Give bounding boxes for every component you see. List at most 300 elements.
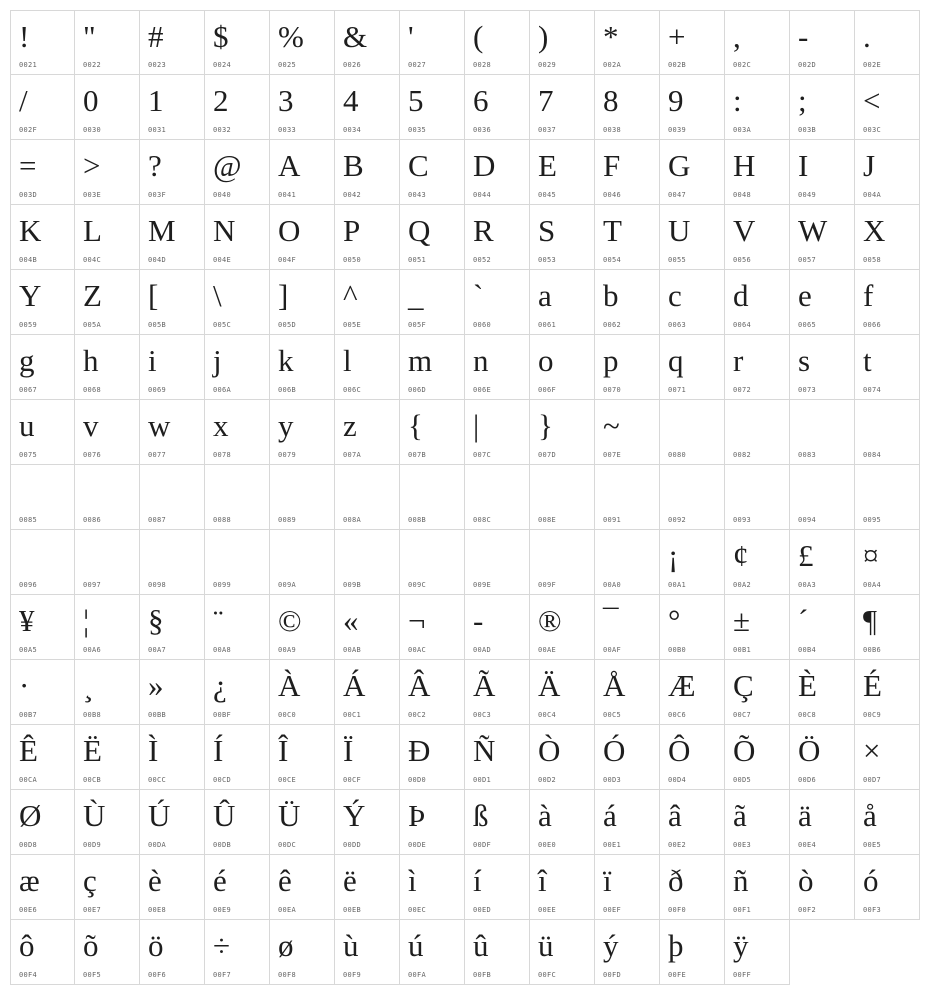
glyph-character: Ý	[343, 798, 366, 833]
glyph-cell	[270, 855, 335, 920]
glyph-character: â	[668, 798, 682, 833]
glyph-cell	[465, 400, 530, 465]
glyph-codepoint: 0098	[148, 581, 167, 589]
glyph-character: P	[343, 213, 361, 248]
glyph-codepoint: 00D0	[408, 776, 427, 784]
glyph-character: q	[668, 343, 684, 378]
glyph-character: n	[473, 343, 489, 378]
glyph-cell	[140, 205, 205, 270]
glyph-codepoint: 0082	[733, 451, 752, 459]
glyph-codepoint: 005B	[148, 321, 167, 329]
glyph-codepoint: 00EE	[538, 906, 557, 914]
glyph-cell	[75, 335, 140, 400]
glyph-codepoint: 003F	[148, 191, 167, 199]
glyph-codepoint: 00AF	[603, 646, 622, 654]
glyph-codepoint: 00E9	[213, 906, 232, 914]
glyph-character: §	[148, 603, 164, 638]
glyph-cell	[660, 855, 725, 920]
glyph-codepoint: 0088	[213, 516, 232, 524]
glyph-cell	[530, 75, 595, 140]
glyph-cell	[530, 335, 595, 400]
glyph-character: Ü	[278, 798, 301, 833]
glyph-cell	[205, 10, 270, 75]
glyph-cell	[335, 400, 400, 465]
glyph-codepoint: 0060	[473, 321, 492, 329]
glyph-codepoint: 00B8	[83, 711, 102, 719]
glyph-character: Ö	[798, 733, 821, 768]
glyph-codepoint: 00F3	[863, 906, 882, 914]
glyph-cell	[660, 790, 725, 855]
glyph-codepoint: 00A0	[603, 581, 622, 589]
glyph-cell	[660, 140, 725, 205]
glyph-codepoint: 00F0	[668, 906, 687, 914]
glyph-cell	[335, 140, 400, 205]
glyph-codepoint: 00F2	[798, 906, 817, 914]
glyph-cell	[10, 790, 75, 855]
glyph-cell	[270, 205, 335, 270]
glyph-codepoint: 0087	[148, 516, 167, 524]
glyph-cell	[205, 465, 270, 530]
glyph-character: +	[668, 19, 686, 54]
glyph-codepoint: 0028	[473, 61, 492, 69]
glyph-codepoint: 005C	[213, 321, 232, 329]
glyph-character: 9	[668, 83, 684, 118]
glyph-character: Ë	[83, 733, 102, 768]
glyph-character: t	[863, 343, 872, 378]
glyph-character: ®	[538, 603, 562, 638]
glyph-codepoint: 009B	[343, 581, 362, 589]
glyph-cell	[660, 10, 725, 75]
glyph-cell	[335, 270, 400, 335]
glyph-cell	[465, 10, 530, 75]
glyph-character: ]	[278, 278, 289, 313]
glyph-character: E	[538, 148, 557, 183]
glyph-row	[10, 660, 920, 725]
glyph-cell	[205, 725, 270, 790]
glyph-character: @	[213, 148, 242, 183]
glyph-codepoint: 0097	[83, 581, 102, 589]
glyph-codepoint: 00C6	[668, 711, 687, 719]
glyph-cell	[140, 855, 205, 920]
glyph-character: W	[798, 213, 828, 248]
glyph-codepoint: 003C	[863, 126, 882, 134]
glyph-codepoint: 005E	[343, 321, 362, 329]
glyph-codepoint: 00A4	[863, 581, 882, 589]
glyph-cell	[140, 335, 205, 400]
glyph-cell	[75, 595, 140, 660]
glyph-cell	[10, 400, 75, 465]
glyph-cell	[205, 855, 270, 920]
glyph-character: Ç	[733, 668, 754, 703]
glyph-codepoint: 00E3	[733, 841, 752, 849]
glyph-cell	[10, 530, 75, 595]
glyph-cell	[270, 465, 335, 530]
glyph-cell	[660, 335, 725, 400]
glyph-character: è	[148, 863, 162, 898]
glyph-cell	[530, 270, 595, 335]
glyph-cell	[725, 725, 790, 790]
glyph-codepoint: 00DF	[473, 841, 492, 849]
glyph-character: p	[603, 343, 619, 378]
glyph-character: Ð	[408, 733, 431, 768]
glyph-cell	[660, 465, 725, 530]
glyph-codepoint: 00F8	[278, 971, 297, 979]
glyph-cell	[335, 920, 400, 985]
glyph-cell	[335, 660, 400, 725]
glyph-codepoint: 0067	[19, 386, 38, 394]
glyph-row	[10, 400, 920, 465]
glyph-cell	[725, 855, 790, 920]
glyph-codepoint: 006C	[343, 386, 362, 394]
glyph-row	[10, 270, 920, 335]
glyph-codepoint: 00E8	[148, 906, 167, 914]
glyph-character: á	[603, 798, 617, 833]
glyph-cell	[595, 400, 660, 465]
glyph-cell	[400, 855, 465, 920]
glyph-codepoint: 00E0	[538, 841, 557, 849]
glyph-cell	[205, 400, 270, 465]
glyph-row	[10, 530, 920, 595]
glyph-codepoint: 0071	[668, 386, 687, 394]
glyph-character: o	[538, 343, 554, 378]
glyph-codepoint: 0037	[538, 126, 557, 134]
glyph-codepoint: 004E	[213, 256, 232, 264]
glyph-codepoint: 0058	[863, 256, 882, 264]
glyph-character: 0	[83, 83, 99, 118]
glyph-cell	[400, 140, 465, 205]
glyph-codepoint: 00AC	[408, 646, 427, 654]
glyph-codepoint: 0053	[538, 256, 557, 264]
glyph-codepoint: 0045	[538, 191, 557, 199]
glyph-cell	[595, 530, 660, 595]
glyph-cell	[725, 530, 790, 595]
glyph-cell	[400, 530, 465, 595]
glyph-character: ë	[343, 863, 357, 898]
glyph-character: ¡	[668, 538, 679, 573]
glyph-character: æ	[19, 863, 40, 898]
glyph-character: Ê	[19, 733, 38, 768]
glyph-cell	[855, 790, 920, 855]
glyph-cell	[790, 10, 855, 75]
glyph-cell	[205, 660, 270, 725]
glyph-codepoint: 0084	[863, 451, 882, 459]
glyph-character: å	[863, 798, 877, 833]
glyph-character: N	[213, 213, 236, 248]
glyph-character: |	[473, 408, 480, 443]
glyph-character: Ó	[603, 733, 626, 768]
glyph-cell	[465, 660, 530, 725]
glyph-codepoint: 0044	[473, 191, 492, 199]
glyph-codepoint: 007C	[473, 451, 492, 459]
glyph-character: Z	[83, 278, 102, 313]
glyph-codepoint: 00AE	[538, 646, 557, 654]
glyph-cell	[270, 400, 335, 465]
glyph-codepoint: 0032	[213, 126, 232, 134]
glyph-codepoint: 0055	[668, 256, 687, 264]
glyph-cell	[530, 400, 595, 465]
glyph-cell	[660, 660, 725, 725]
glyph-codepoint: 009C	[408, 581, 427, 589]
glyph-cell	[790, 465, 855, 530]
glyph-codepoint: 00A5	[19, 646, 38, 654]
glyph-cell	[595, 920, 660, 985]
glyph-codepoint: 0076	[83, 451, 102, 459]
glyph-codepoint: 0099	[213, 581, 232, 589]
glyph-codepoint: 0025	[278, 61, 297, 69]
glyph-character: ¯	[603, 603, 619, 638]
glyph-cell	[205, 270, 270, 335]
glyph-character: g	[19, 343, 35, 378]
glyph-character: 8	[603, 83, 619, 118]
glyph-cell	[10, 205, 75, 270]
glyph-row	[10, 140, 920, 205]
glyph-character: K	[19, 213, 42, 248]
glyph-codepoint: 00A1	[668, 581, 687, 589]
glyph-cell	[335, 530, 400, 595]
glyph-character: Æ	[668, 668, 696, 703]
glyph-cell	[75, 725, 140, 790]
glyph-character: Û	[213, 798, 236, 833]
glyph-row	[10, 205, 920, 270]
glyph-cell	[205, 790, 270, 855]
glyph-codepoint: 00DB	[213, 841, 232, 849]
glyph-character: .	[863, 19, 871, 54]
glyph-cell	[205, 920, 270, 985]
glyph-cell	[855, 595, 920, 660]
glyph-character: Í	[213, 733, 224, 768]
glyph-codepoint: 0043	[408, 191, 427, 199]
glyph-codepoint: 0066	[863, 321, 882, 329]
glyph-cell	[855, 335, 920, 400]
glyph-codepoint: 0057	[798, 256, 817, 264]
glyph-cell	[595, 75, 660, 140]
glyph-codepoint: 00EC	[408, 906, 427, 914]
glyph-cell	[270, 270, 335, 335]
glyph-character: &	[343, 19, 368, 54]
glyph-cell	[790, 790, 855, 855]
glyph-codepoint: 00B7	[19, 711, 38, 719]
glyph-character: ?	[148, 148, 162, 183]
glyph-cell	[530, 205, 595, 270]
glyph-codepoint: 004D	[148, 256, 167, 264]
glyph-codepoint: 00ED	[473, 906, 492, 914]
glyph-cell	[530, 920, 595, 985]
glyph-character: u	[19, 408, 35, 443]
glyph-character: À	[278, 668, 301, 703]
glyph-codepoint: 0051	[408, 256, 427, 264]
glyph-codepoint: 0068	[83, 386, 102, 394]
glyph-codepoint: 0065	[798, 321, 817, 329]
glyph-character: B	[343, 148, 364, 183]
glyph-cell	[270, 335, 335, 400]
glyph-codepoint: 0085	[19, 516, 38, 524]
glyph-codepoint: 0064	[733, 321, 752, 329]
glyph-character: Q	[408, 213, 431, 248]
glyph-cell	[270, 790, 335, 855]
glyph-codepoint: 00B6	[863, 646, 882, 654]
glyph-cell	[75, 660, 140, 725]
glyph-character: ù	[343, 928, 359, 963]
glyph-codepoint: 00E4	[798, 841, 817, 849]
glyph-character: Ã	[473, 668, 496, 703]
glyph-cell	[400, 75, 465, 140]
glyph-codepoint: 0091	[603, 516, 622, 524]
glyph-cell	[400, 400, 465, 465]
glyph-cell	[335, 335, 400, 400]
glyph-codepoint: 00EF	[603, 906, 622, 914]
glyph-codepoint: 0041	[278, 191, 297, 199]
glyph-row	[10, 465, 920, 530]
glyph-codepoint: 00C0	[278, 711, 297, 719]
glyph-cell	[400, 920, 465, 985]
glyph-codepoint: 00B0	[668, 646, 687, 654]
glyph-cell	[465, 270, 530, 335]
glyph-codepoint: 0073	[798, 386, 817, 394]
glyph-cell	[75, 10, 140, 75]
glyph-codepoint: 00D9	[83, 841, 102, 849]
glyph-character: ¿	[213, 668, 227, 703]
glyph-codepoint: 00F5	[83, 971, 102, 979]
glyph-cell	[335, 855, 400, 920]
glyph-codepoint: 00EA	[278, 906, 297, 914]
glyph-codepoint: 00B4	[798, 646, 817, 654]
glyph-character: b	[603, 278, 619, 313]
glyph-codepoint: 00F6	[148, 971, 167, 979]
glyph-codepoint: 00D2	[538, 776, 557, 784]
glyph-codepoint: 00D7	[863, 776, 882, 784]
glyph-codepoint: 00A3	[798, 581, 817, 589]
glyph-codepoint: 00C1	[343, 711, 362, 719]
glyph-codepoint: 002F	[19, 126, 38, 134]
glyph-codepoint: 00C2	[408, 711, 427, 719]
glyph-codepoint: 0024	[213, 61, 232, 69]
glyph-character: i	[148, 343, 157, 378]
glyph-codepoint: 0089	[278, 516, 297, 524]
glyph-cell	[530, 530, 595, 595]
glyph-character: z	[343, 408, 357, 443]
glyph-cell	[400, 335, 465, 400]
glyph-codepoint: 00CA	[19, 776, 38, 784]
glyph-row	[10, 335, 920, 400]
glyph-cell	[595, 10, 660, 75]
glyph-codepoint: 00BF	[213, 711, 232, 719]
glyph-character: H	[733, 148, 756, 183]
glyph-character: 2	[213, 83, 229, 118]
glyph-codepoint: 00D3	[603, 776, 622, 784]
glyph-codepoint: 0030	[83, 126, 102, 134]
glyph-cell	[465, 140, 530, 205]
glyph-character: _	[408, 278, 424, 313]
glyph-cell	[725, 465, 790, 530]
glyph-character: ý	[603, 928, 619, 963]
glyph-character: w	[148, 408, 171, 443]
glyph-codepoint: 0033	[278, 126, 297, 134]
glyph-cell	[270, 530, 335, 595]
glyph-cell	[465, 205, 530, 270]
glyph-cell	[790, 205, 855, 270]
glyph-codepoint: 00CF	[343, 776, 362, 784]
glyph-character: ¢	[733, 538, 749, 573]
glyph-codepoint: 00C4	[538, 711, 557, 719]
glyph-cell	[725, 140, 790, 205]
glyph-codepoint: 00C3	[473, 711, 492, 719]
glyph-cell	[270, 595, 335, 660]
glyph-character: L	[83, 213, 102, 248]
glyph-codepoint: 004B	[19, 256, 38, 264]
glyph-character: °	[668, 603, 681, 638]
glyph-cell	[855, 660, 920, 725]
glyph-cell	[595, 270, 660, 335]
glyph-codepoint: 007E	[603, 451, 622, 459]
glyph-cell	[400, 465, 465, 530]
glyph-codepoint: 0049	[798, 191, 817, 199]
glyph-codepoint: 00CC	[148, 776, 167, 784]
glyph-cell	[725, 920, 790, 985]
glyph-character: Ï	[343, 733, 354, 768]
glyph-character: r	[733, 343, 744, 378]
glyph-character: ü	[538, 928, 554, 963]
glyph-cell	[790, 725, 855, 790]
glyph-character: Á	[343, 668, 366, 703]
glyph-cell	[335, 465, 400, 530]
glyph-cell	[725, 595, 790, 660]
glyph-codepoint: 00E6	[19, 906, 38, 914]
glyph-cell	[595, 205, 660, 270]
glyph-codepoint: 006A	[213, 386, 232, 394]
glyph-codepoint: 0074	[863, 386, 882, 394]
glyph-character: -	[473, 603, 484, 638]
glyph-cell	[530, 790, 595, 855]
glyph-cell	[855, 400, 920, 465]
glyph-row	[10, 10, 920, 75]
glyph-cell	[465, 75, 530, 140]
glyph-cell	[790, 140, 855, 205]
glyph-cell	[140, 140, 205, 205]
glyph-character: {	[408, 408, 423, 443]
glyph-character: Î	[278, 733, 289, 768]
glyph-character: 6	[473, 83, 489, 118]
glyph-cell	[140, 725, 205, 790]
glyph-cell	[465, 920, 530, 985]
glyph-character: 3	[278, 83, 294, 118]
glyph-character: (	[473, 19, 484, 54]
glyph-character: ;	[798, 83, 807, 118]
glyph-cell	[660, 205, 725, 270]
glyph-character: C	[408, 148, 429, 183]
glyph-character: y	[278, 408, 294, 443]
glyph-codepoint: 002B	[668, 61, 687, 69]
glyph-codepoint: 006E	[473, 386, 492, 394]
glyph-cell	[855, 465, 920, 530]
glyph-character: !	[19, 19, 30, 54]
glyph-character: <	[863, 83, 881, 118]
glyph-codepoint: 0040	[213, 191, 232, 199]
glyph-cell	[465, 855, 530, 920]
glyph-cell	[725, 10, 790, 75]
glyph-character: *	[603, 19, 619, 54]
glyph-cell	[725, 790, 790, 855]
glyph-cell	[725, 205, 790, 270]
glyph-codepoint: 0096	[19, 581, 38, 589]
glyph-codepoint: 005A	[83, 321, 102, 329]
glyph-character: T	[603, 213, 622, 248]
glyph-cell	[140, 595, 205, 660]
glyph-cell	[270, 725, 335, 790]
glyph-codepoint: 00AD	[473, 646, 492, 654]
glyph-codepoint: 0021	[19, 61, 38, 69]
glyph-character: )	[538, 19, 549, 54]
glyph-codepoint: 00C8	[798, 711, 817, 719]
